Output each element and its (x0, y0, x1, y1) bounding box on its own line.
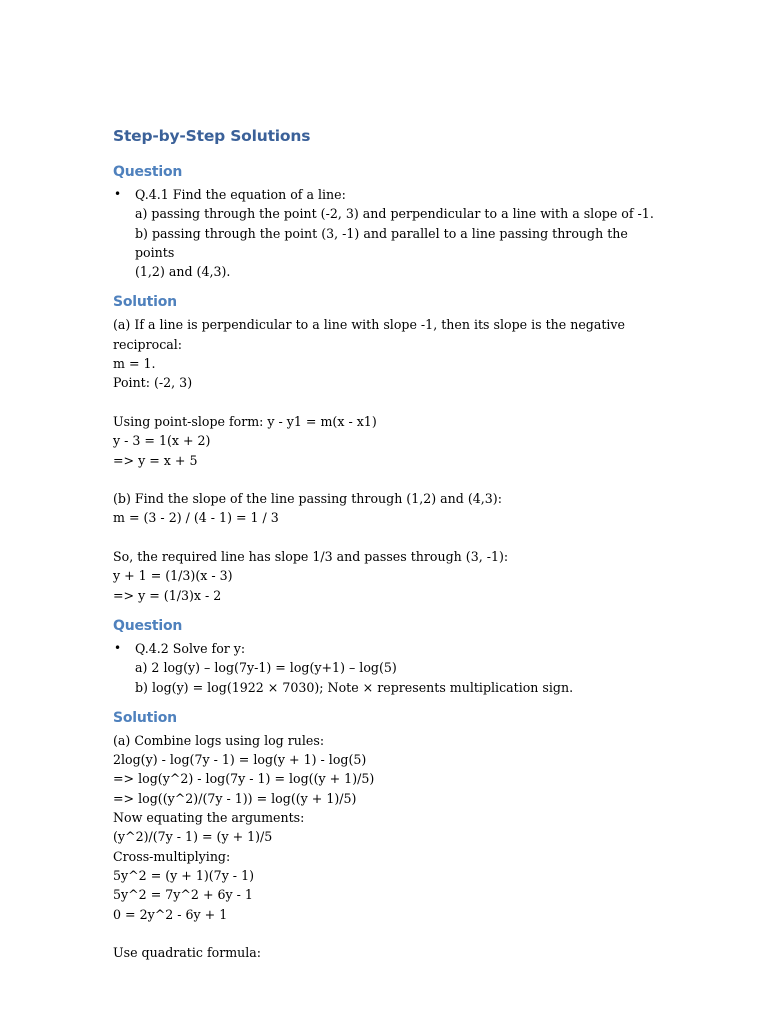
text-line: => y = x + 5 (113, 452, 198, 468)
question-1-lines (135, 185, 668, 281)
solution-section-2 (113, 708, 668, 963)
blank-line (113, 470, 668, 489)
question-2-lines (135, 639, 668, 697)
bullet-icon: • (114, 187, 122, 201)
text-line: => log((y^2)/(7y - 1)) = log((y + 1)/5) (113, 790, 357, 806)
text-line: => y = (1/3)x - 2 (113, 587, 222, 603)
blank-line (113, 393, 668, 412)
text-line: (y^2)/(7y - 1) = (y + 1)/5 (113, 829, 273, 845)
text-line: a) passing through the point (-2, 3) and perpendicular to a line with a slope of -1. (135, 206, 654, 222)
text-line: Use quadratic formula: (113, 945, 262, 961)
text-line: m = 1. (113, 356, 156, 372)
text-line: y + 1 = (1/3)(x - 3) (113, 568, 233, 584)
text-line: (1,2) and (4,3). (135, 264, 231, 280)
blank-line (113, 924, 668, 943)
solution-2-lines (113, 731, 668, 963)
text-line: 5y^2 = (y + 1)(7y - 1) (113, 867, 254, 883)
text-line: (a) If a line is perpendicular to a line with slope -1, then its slope is the negative reciprocal: (113, 317, 630, 352)
text-line: So, the required line has slope 1/3 and passes through (3, -1): (113, 549, 509, 565)
question-section-2 (113, 616, 668, 697)
text-line: Q.4.1 Find the equation of a line: (135, 187, 346, 202)
text-line: (a) Combine logs using log rules: (113, 732, 325, 748)
text-line: Now equating the arguments: (113, 810, 305, 826)
text-line: Using point-slope form: y - y1 = m(x - x1) (113, 413, 377, 429)
text-line: b) passing through the point (3, -1) and parallel to a line passing through the points (135, 225, 632, 260)
question-section-1 (113, 162, 668, 281)
text-line: m = (3 - 2) / (4 - 1) = 1 / 3 (113, 510, 279, 526)
text-line: 0 = 2y^2 - 6y + 1 (113, 906, 228, 922)
solution-1-lines (113, 315, 668, 604)
text-line: Cross-multiplying: (113, 848, 231, 864)
text-line: b) log(y) = log(1922 × 7030); Note × represents multiplication sign. (135, 679, 574, 695)
text-line: (b) Find the slope of the line passing through (1,2) and (4,3): (113, 491, 502, 507)
text-line: a) 2 log(y) – log(7y-1) = log(y+1) – log(5) (135, 660, 397, 676)
bullet-icon: • (114, 640, 122, 655)
question-heading-1: Question (113, 164, 183, 180)
solution-section-1 (113, 292, 668, 604)
question-bullet-1 (113, 185, 668, 281)
question-heading-2: Question (113, 617, 183, 634)
question-bullet-2 (113, 639, 668, 697)
text-line: Q.4.2 Solve for y: (135, 640, 246, 656)
document-title: Step-by-Step Solutions (113, 127, 311, 145)
text-line: y - 3 = 1(x + 2) (113, 433, 211, 449)
blank-line (113, 528, 668, 547)
text-line: 5y^2 = 7y^2 + 6y - 1 (113, 887, 253, 903)
solution-heading-2: Solution (113, 709, 177, 726)
solution-heading-1: Solution (113, 294, 177, 311)
text-line: 2log(y) - log(7y - 1) = log(y + 1) - log(5) (113, 752, 367, 768)
text-line: Point: (-2, 3) (113, 375, 193, 391)
text-line: => log(y^2) - log(7y - 1) = log((y + 1)/5) (113, 771, 375, 787)
